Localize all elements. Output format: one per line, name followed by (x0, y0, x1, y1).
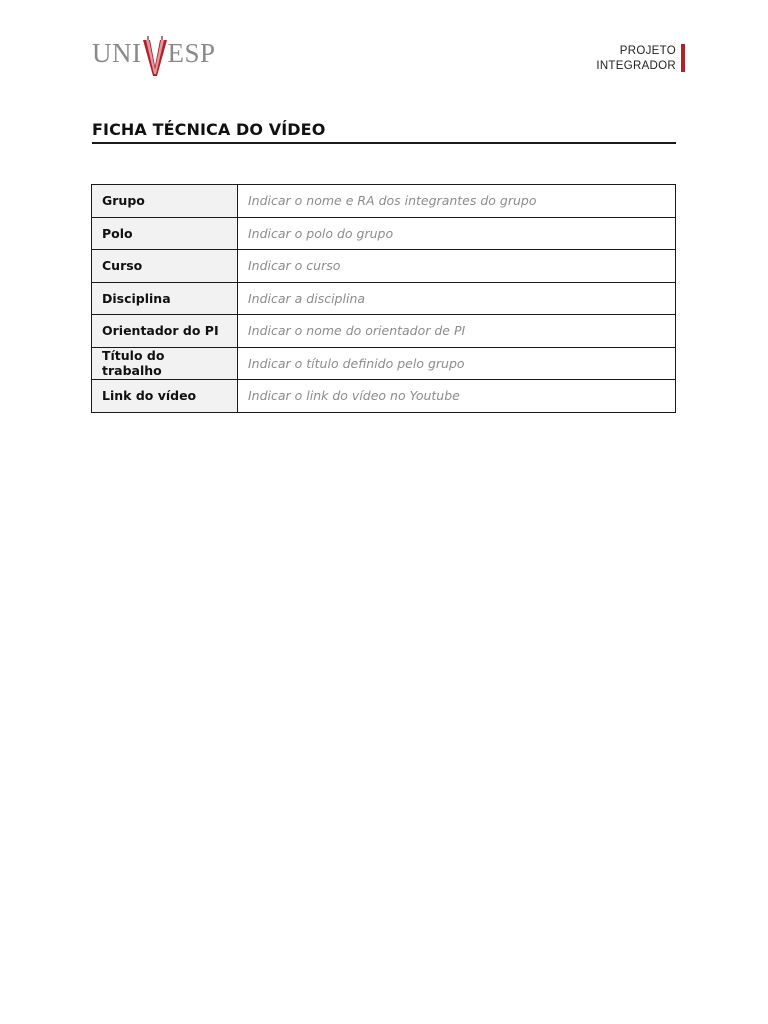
row-label: Grupo (92, 185, 238, 218)
video-info-table (91, 184, 676, 413)
row-value[interactable]: Indicar o nome do orientador de PI (238, 315, 676, 348)
row-value[interactable]: Indicar o título definido pelo grupo (238, 347, 676, 380)
univesp-logo (92, 38, 216, 82)
row-label: Link do vídeo (92, 380, 238, 413)
logo-v-mark-icon (143, 36, 167, 78)
header-accent-bar (681, 44, 685, 72)
table-row-polo (92, 217, 676, 250)
logo-text-left: UNI (92, 38, 142, 68)
table-row-orientador (92, 315, 676, 348)
table-row-disciplina (92, 282, 676, 315)
row-label: Polo (92, 217, 238, 250)
page-title: FICHA TÉCNICA DO VÍDEO (92, 120, 326, 139)
table-row-titulo (92, 347, 676, 380)
row-value[interactable]: Indicar a disciplina (238, 282, 676, 315)
row-label: Orientador do PI (92, 315, 238, 348)
row-label: Curso (92, 250, 238, 283)
project-label-line2: INTEGRADOR (596, 59, 676, 72)
row-label: Título do trabalho (92, 347, 238, 380)
row-label: Disciplina (92, 282, 238, 315)
row-value[interactable]: Indicar o polo do grupo (238, 217, 676, 250)
logo-text-right: ESP (167, 38, 216, 68)
row-value[interactable]: Indicar o nome e RA dos integrantes do grupo (238, 185, 676, 218)
row-value[interactable]: Indicar o curso (238, 250, 676, 283)
project-label-line1: PROJETO (619, 45, 676, 57)
project-label (596, 44, 676, 73)
row-value[interactable]: Indicar o link do vídeo no Youtube (238, 380, 676, 413)
table-row-curso (92, 250, 676, 283)
table-row-link (92, 380, 676, 413)
table-row-grupo (92, 185, 676, 218)
title-divider (92, 142, 676, 144)
